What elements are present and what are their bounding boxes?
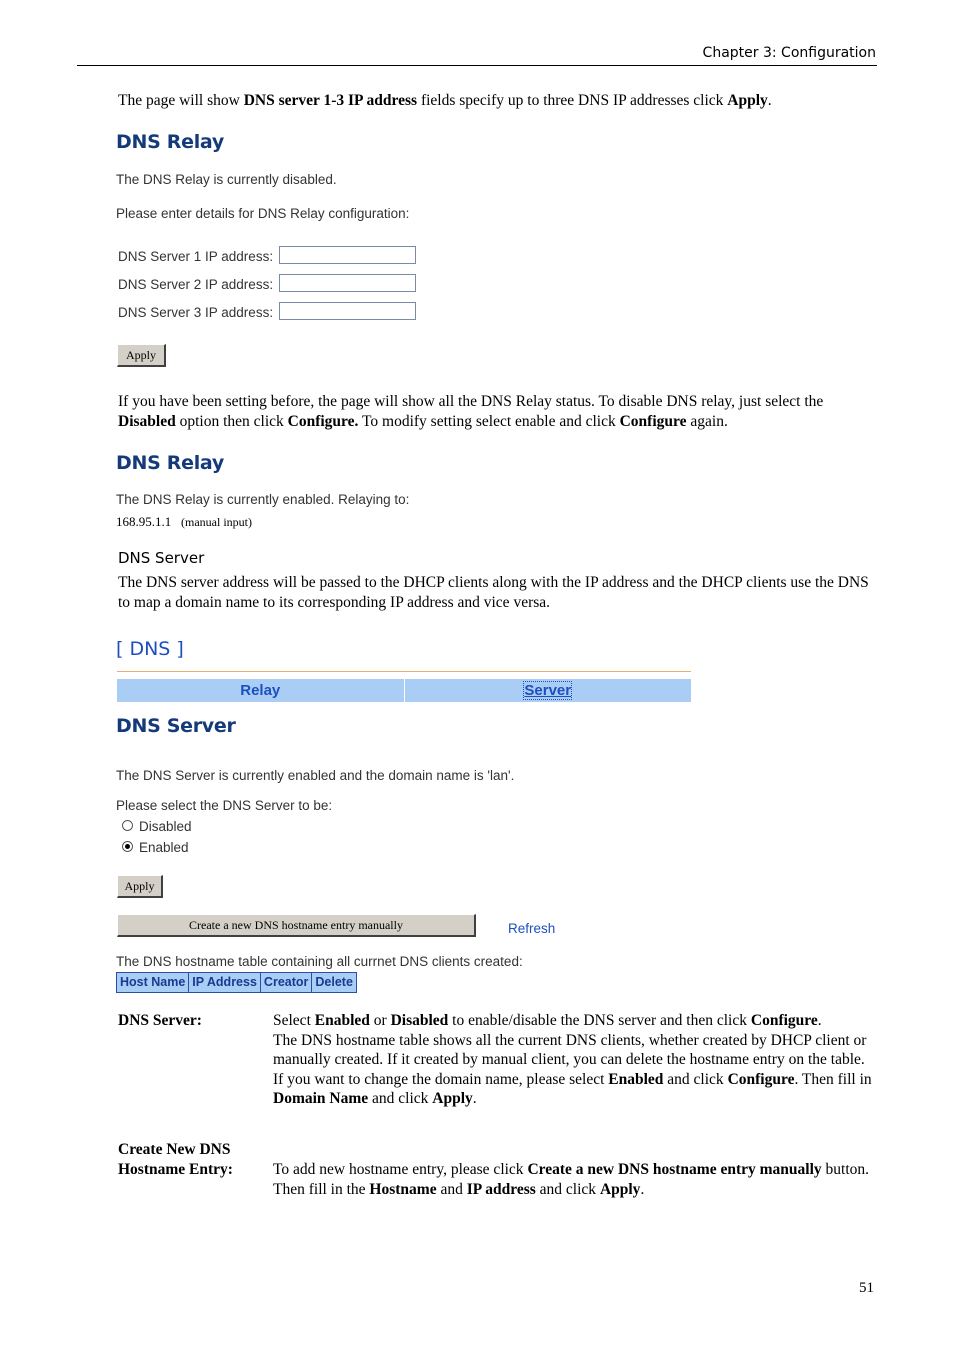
intro-paragraph: The page will show DNS server 1-3 IP address fields specify up to three DNS IP addresses click Apply. [118, 92, 772, 109]
chapter-header: Chapter 3: Configuration [702, 45, 876, 61]
col-host-name: Host Name [116, 972, 189, 993]
col-delete: Delete [312, 972, 357, 993]
radio-disabled-option[interactable] [122, 819, 192, 834]
hostname-table-header [116, 972, 357, 993]
hostname-table-caption: The DNS hostname table containing all currnet DNS clients created: [116, 954, 523, 969]
dns-server-2-input[interactable] [279, 274, 416, 292]
relay-ip: 168.95.1.1 [116, 514, 172, 529]
page-number: 51 [859, 1280, 874, 1296]
def-term-dns-server: DNS Server: [118, 1012, 202, 1029]
relay-apply-button[interactable]: Apply [117, 344, 166, 367]
create-dns-entry-button[interactable]: Create a new DNS hostname entry manually [117, 914, 476, 937]
relay-status-paragraph: If you have been setting before, the page will show all the DNS Relay status. To disable DNS relay, just select the Disabled option then click Configure. To modify setting select enable and click Configure again. [118, 393, 824, 430]
dns-server-apply-button[interactable]: Apply [117, 875, 163, 898]
header-divider [77, 65, 877, 66]
dns-bracket-title: [ DNS ] [116, 638, 184, 660]
title-divider [117, 671, 691, 672]
radio-disabled[interactable] [122, 820, 133, 831]
def-body-dns-server: Select Enabled or Disabled to enable/disable the DNS server and then click Configure. The DNS hostname table shows all the current DNS clients, whether created by DHCP client or manually created. If it created by manual client, you can delete the hostname entry on the table. If you want to change the domain name, please select Enabled and click Configure. Then fill in Domain Name and click Apply. [273, 1012, 872, 1107]
dns-server-title: DNS Server [116, 715, 236, 737]
dns-server-3-input[interactable] [279, 302, 416, 320]
dns-server-status: The DNS Server is currently enabled and the domain name is 'lan'. [116, 768, 515, 783]
radio-enabled[interactable] [122, 841, 133, 852]
dns-server-heading: DNS Server [118, 549, 205, 567]
col-creator: Creator [261, 972, 312, 993]
col-ip-address: IP Address [189, 972, 261, 993]
radio-disabled-label: Disabled [139, 819, 192, 834]
dns-server-2-label: DNS Server 2 IP address: [118, 277, 274, 292]
relay-status: The DNS Relay is currently disabled. [116, 172, 337, 187]
radio-enabled-option[interactable] [122, 840, 189, 855]
def-body-create-entry: To add new hostname entry, please click Create a new DNS hostname entry manually button. Then fill in the Hostname and IP address and click Apply. [273, 1161, 870, 1198]
refresh-link[interactable]: Refresh [508, 921, 556, 936]
relay-ip-line [116, 514, 252, 530]
dns-server-prompt: Please select the DNS Server to be: [116, 798, 333, 813]
radio-enabled-label: Enabled [139, 840, 189, 855]
relay-enabled-status: The DNS Relay is currently enabled. Relaying to: [116, 492, 410, 507]
dns-relay-enabled-title: DNS Relay [116, 452, 224, 474]
relay-ip-note: (manual input) [181, 515, 252, 529]
dns-tab-bar [117, 679, 691, 702]
dns-relay-title: DNS Relay [116, 131, 224, 153]
dns-server-description: The DNS server address will be passed to the DHCP clients along with the IP address and the DHCP clients use the DNS to map a domain name to its corresponding IP address and vice versa. [118, 574, 869, 611]
dns-server-3-label: DNS Server 3 IP address: [118, 305, 274, 320]
def-term-create-entry: Create New DNS Hostname Entry: [118, 1141, 233, 1178]
tab-server[interactable]: Server [404, 679, 692, 702]
tab-relay[interactable]: Relay [240, 682, 281, 699]
dns-server-1-label: DNS Server 1 IP address: [118, 249, 274, 264]
dns-server-1-input[interactable] [279, 246, 416, 264]
relay-prompt: Please enter details for DNS Relay configuration: [116, 206, 410, 221]
